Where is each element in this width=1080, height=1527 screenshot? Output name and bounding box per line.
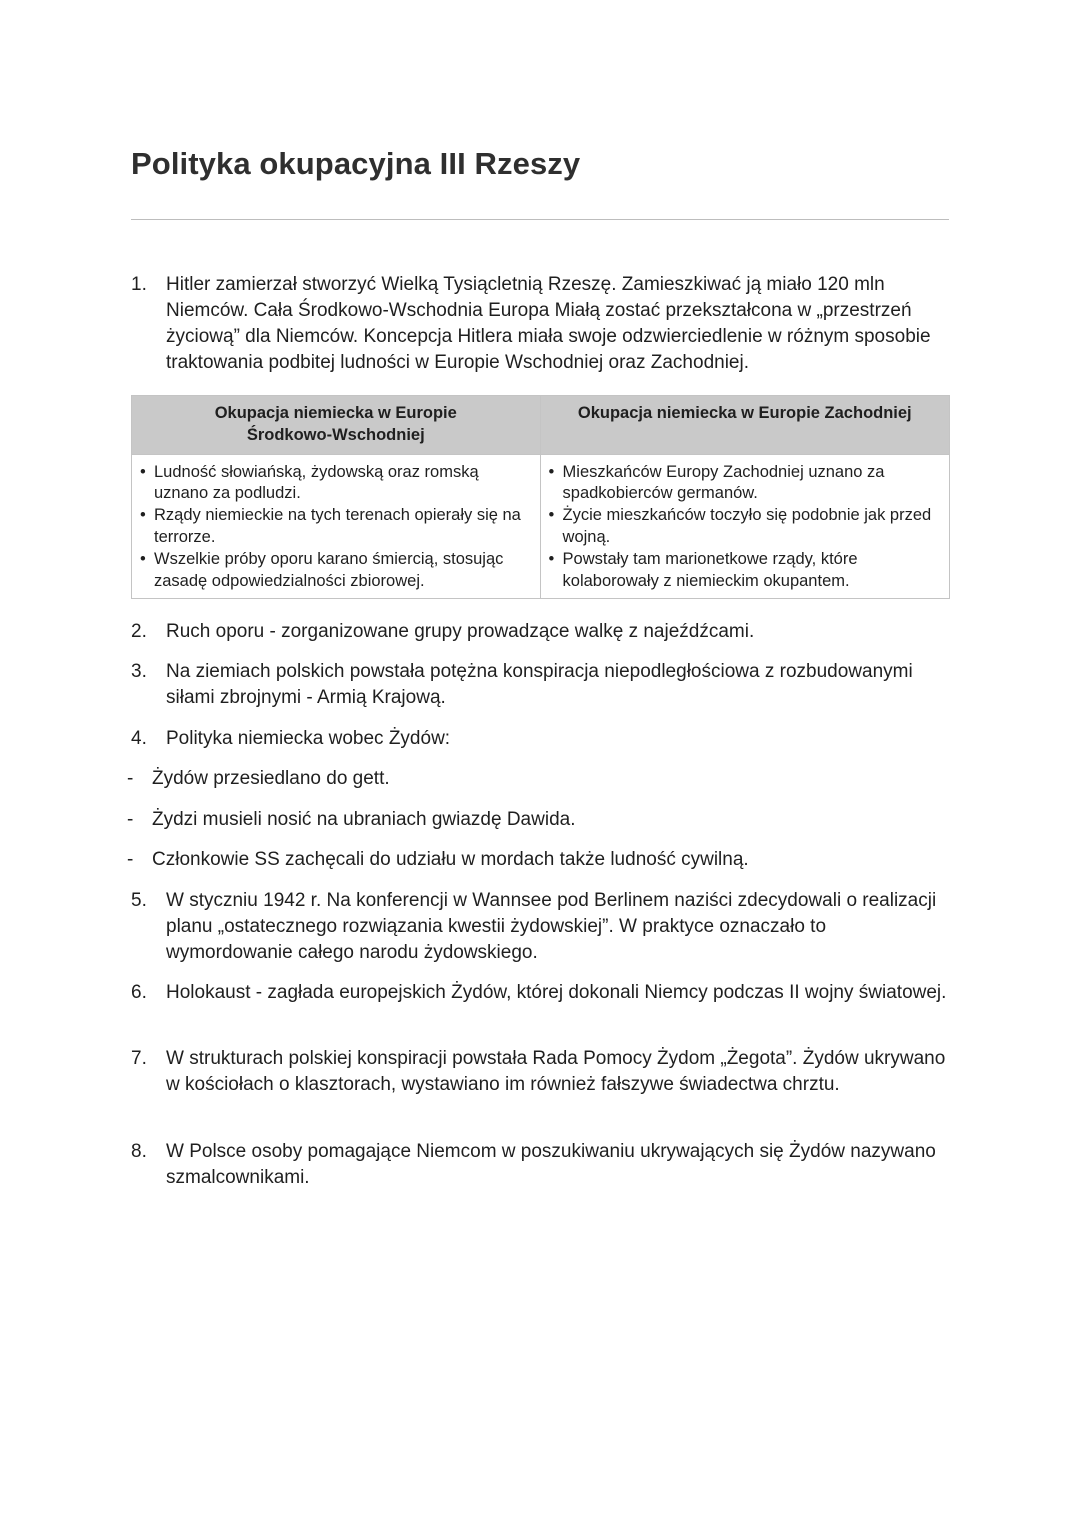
list-item-8 [131, 1139, 949, 1191]
list-item-2 [131, 619, 949, 645]
bullet-icon: • [140, 462, 146, 481]
bullet-text: Rządy niemieckie na tych terenach opierały się na terrorze. [154, 506, 521, 546]
list-item [138, 549, 534, 593]
list-item-3 [131, 659, 949, 711]
list-item-6 [131, 980, 949, 1006]
list-item-text: Hitler zamierzał stworzyć Wielką Tysiącletnią Rzeszę. Zamieszkiwać ją miało 120 mln Niemców. Cała Środkowo-Wschodnia Europa Miałą zostać przekształcona w „przestrzeń życiową” dla Niemców. Koncepcja Hitlera miała swoje odzwierciedlenie w różnym sposobie traktowania podbitej ludności w Europie Wschodniej oraz Zachodniej. [166, 274, 931, 373]
dash-marker: - [127, 849, 134, 870]
bullet-icon: • [548, 549, 555, 568]
title-divider [131, 219, 949, 220]
list-item-number: 1. [131, 274, 147, 295]
east-bullet-list [138, 462, 534, 593]
list-item [547, 549, 943, 593]
list-item-number: 2. [131, 621, 147, 642]
dash-item-2 [127, 807, 949, 833]
dash-item-3 [127, 847, 949, 873]
list-item-number: 6. [131, 982, 147, 1003]
bullet-icon: • [548, 506, 555, 525]
list-item-text: W Polsce osoby pomagające Niemcom w poszukiwaniu ukrywających się Żydów nazywano szmalcownikami. [166, 1141, 936, 1188]
list-item-text: W strukturach polskiej konspiracji powstała Rada Pomocy Żydom „Żegota”. Żydów ukrywano w kościołach o klasztorach, wystawiano im również fałszywe świadectwa chrztu. [166, 1048, 946, 1095]
bullet-text: Wszelkie próby oporu karano śmiercią, stosując zasadę odpowiedzialności zbiorowej. [154, 549, 504, 590]
table-cell-west [540, 454, 949, 599]
list-item-text: Na ziemiach polskich powstała potężna konspiracja niepodległościowa z rozbudowanymi siłami zbrojnymi - Armią Krajową. [166, 661, 913, 708]
list-item-7 [131, 1046, 949, 1098]
list-item [138, 462, 534, 506]
dash-item-text: Członkowie SS zachęcali do udziału w mordach także ludność cywilną. [152, 849, 749, 870]
list-item-number: 3. [131, 661, 147, 682]
table-cell-east [132, 454, 541, 599]
west-bullet-list [547, 462, 943, 593]
dash-item-text: Żydów przesiedlano do gett. [152, 768, 390, 789]
list-item-5 [131, 888, 949, 966]
table-row [132, 454, 950, 599]
list-item-number: 8. [131, 1141, 147, 1162]
dash-item-1 [127, 766, 949, 792]
list-item-number: 5. [131, 890, 147, 911]
bullet-icon: • [140, 549, 146, 568]
list-item-text: Holokaust - zagłada europejskich Żydów, której dokonali Niemcy podczas II wojny światowej. [166, 982, 947, 1003]
table-header-west: Okupacja niemiecka w Europie Zachodniej [540, 396, 949, 455]
list-item-text: W styczniu 1942 r. Na konferencji w Wannsee pod Berlinem naziści zdecydowali o realizacji planu „ostatecznego rozwiązania kwestii żydowskiej”. W praktyce oznaczało to wymordowanie całego narodu żydowskiego. [166, 890, 937, 963]
list-item-number: 4. [131, 728, 147, 749]
dash-marker: - [127, 809, 134, 830]
bullet-icon: • [548, 462, 555, 481]
list-item-number: 7. [131, 1048, 147, 1069]
list-item-text: Polityka niemiecka wobec Żydów: [166, 728, 451, 749]
list-item-text: Ruch oporu - zorganizowane grupy prowadzące walkę z najeźdźcami. [166, 621, 755, 642]
list-item-4 [131, 726, 949, 752]
table-header-east: Okupacja niemiecka w Europie Środkowo-Wschodniej [132, 396, 541, 455]
dash-marker: - [127, 768, 134, 789]
bullet-text: Życie mieszkańców toczyło się podobnie jak przed wojną. [562, 506, 932, 546]
occupation-comparison-table [131, 395, 950, 599]
bullet-icon: • [140, 506, 146, 525]
list-item [547, 505, 943, 549]
list-item-1 [131, 272, 949, 376]
bullet-text: Mieszkańców Europy Zachodniej uznano za spadkobierców germanów. [562, 462, 885, 503]
list-item [547, 462, 943, 506]
dash-item-text: Żydzi musieli nosić na ubraniach gwiazdę Dawida. [152, 809, 576, 830]
list-item [138, 505, 534, 549]
page-title: Polityka okupacyjna III Rzeszy [131, 146, 581, 181]
table-header-row [132, 396, 950, 455]
bullet-text: Ludność słowiańską, żydowską oraz romską uznano za podludzi. [154, 462, 479, 503]
bullet-text: Powstały tam marionetkowe rządy, które kolaborowały z niemieckim okupantem. [562, 549, 858, 590]
